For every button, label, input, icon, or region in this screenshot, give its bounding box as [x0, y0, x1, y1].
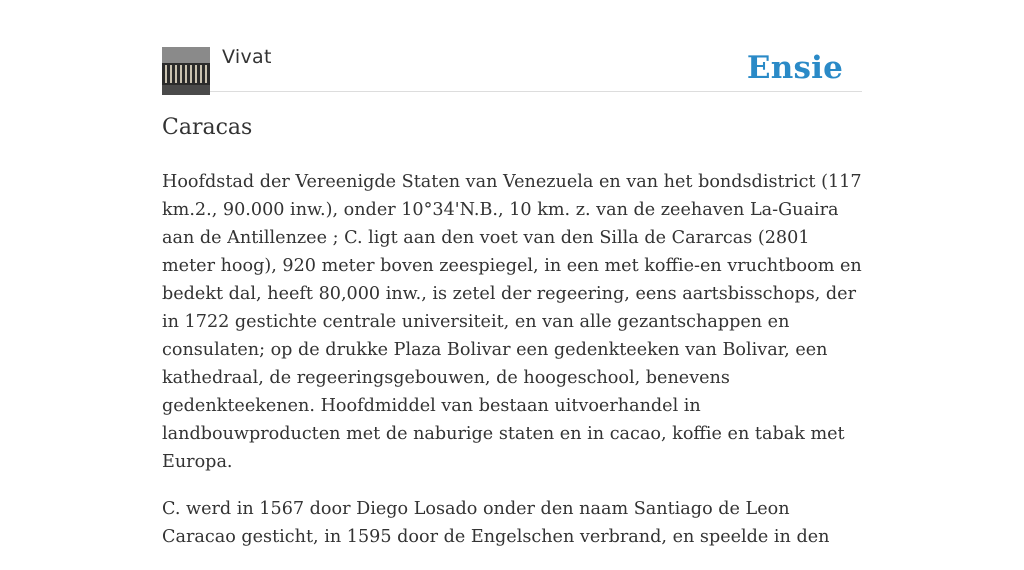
article-paragraph: Hoofdstad der Vereenigde Staten van Venezuela en van het bondsdistrict (117 km.2., 90.000 inw.), onder 10°34'N.B., 10 km. z. van de zeehaven La-Guaira aan de Antillenzee ; C. ligt aan den voet van den Silla de Cararcas (2801 meter hoog), 920 meter boven zeespiegel, in een met koffie-en vruchtboom en bedekt dal, heeft 80,000 inw., is zetel der regeering, eens aartsbisschops, der in 1722 gestichte centrale universiteit, en van alle gezantschappen en consulaten; op de drukke Plaza Bolivar een gedenkteeken van Bolivar, een kathedraal, de regeeringsgebouwen, de hoogeschool, benevens gedenkteekenen. Hoofdmiddel van bestaan uitvoerhandel in landbouwproducten met de naburige staten en in cacao, koffie en tabak met Europa.: [162, 172, 862, 472]
article-paragraph: C. werd in 1567 door Diego Losado onder den naam Santiago de Leon Caracao gesticht, in 1595 door de Engelschen verbrand, en speelde in den: [162, 499, 830, 547]
article-body: [162, 168, 862, 570]
author-avatar[interactable]: [162, 47, 210, 95]
page-title: Caracas: [162, 115, 253, 140]
library-avatar-icon: [162, 47, 210, 95]
brand-logo-link[interactable]: Ensie: [746, 50, 843, 86]
author-name[interactable]: Vivat: [222, 46, 272, 68]
page-container: [162, 0, 862, 547]
header: [162, 0, 862, 92]
